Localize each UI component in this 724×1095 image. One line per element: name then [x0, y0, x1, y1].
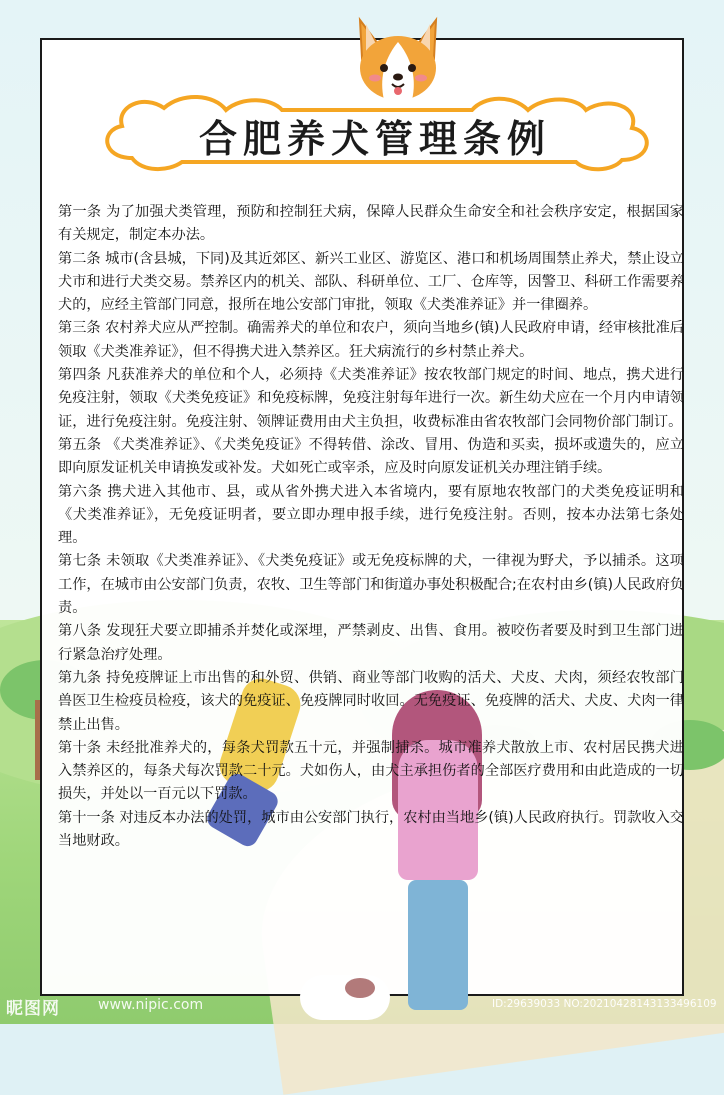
- article-paragraph: [58, 620, 684, 667]
- article-text: 未领取《犬类准养证》、《犬类免疫证》或无免疫标牌的犬，一律视为野犬，予以捕杀。这项工作，在城市由公安部门负责，农牧、卫生等部门和街道办事处积极配合;在农村由乡(镇)人民政府负责。: [58, 553, 684, 617]
- article-paragraph: [58, 364, 684, 434]
- article-number: 第五条: [58, 436, 102, 453]
- article-paragraph: [58, 201, 684, 248]
- article-paragraph: [58, 807, 684, 854]
- article-paragraph: [58, 667, 684, 737]
- article-number: 第二条: [58, 250, 101, 267]
- article-text: 发现狂犬要立即捕杀并焚化或深埋，严禁剥皮、出售、食用。被咬伤者要及时到卫生部门进行紧急治疗处理。: [58, 623, 684, 663]
- watermark-url: www.nipic.com: [98, 997, 204, 1013]
- article-number: 第十一条: [58, 809, 115, 826]
- article-text: 城市(含县城，下同)及其近郊区、新兴工业区、游览区、港口和机场周围禁止养犬，禁止设立犬市和进行犬类交易。禁养区内的机关、部队、科研单位、工厂、仓库等，因警卫、科研工作需要养犬的，应经主管部门同意，报所在地公安部门审批，领取《犬类准养证》并一律圈养。: [58, 250, 684, 314]
- article-paragraph: [58, 481, 684, 551]
- article-number: 第一条: [58, 204, 102, 220]
- article-text: 农村养犬应从严控制。确需养犬的单位和农户，须向当地乡(镇)人民政府申请，经审核批准后领取《犬类准养证》，但不得携犬进入禁养区。狂犬病流行的乡村禁止养犬。: [58, 320, 684, 360]
- article-number: 第七条: [58, 553, 102, 570]
- article-paragraph: [58, 248, 684, 318]
- article-paragraph: [58, 434, 684, 481]
- article-number: 第十条: [58, 739, 102, 756]
- watermark-id: ID:29639033 NO:20210428143133496109: [492, 998, 717, 1010]
- article-paragraph: [58, 317, 684, 364]
- article-paragraph: [58, 737, 684, 807]
- article-text: 持免疫牌证上市出售的和外贸、供销、商业等部门收购的活犬、犬皮、犬肉，须经农牧部门兽医卫生检疫员检疫，该犬的免疫证、免疫牌同时收回。无免疫证、免疫牌的活犬、犬皮、犬肉一律禁止出售。: [58, 669, 684, 733]
- article-number: 第四条: [58, 367, 102, 384]
- watermark-brand: 昵图网: [6, 999, 60, 1019]
- article-number: 第九条: [58, 669, 102, 686]
- article-number: 第三条: [58, 320, 101, 337]
- article-text: 为了加强犬类管理，预防和控制狂犬病，保障人民群众生命安全和社会秩序安定，根据国家有关规定，制定本办法。: [58, 204, 684, 244]
- article-text: 未经批准养犬的，每条犬罚款五十元，并强制捕杀。城市准养犬散放上市、农村居民携犬进入禁养区的，每条犬每次罚款二十元。犬如伤人，由犬主承担伤者的全部医疗费用和由此造成的一切损失，并处以一百元以下罚款。: [58, 739, 684, 803]
- article-text: 对违反本办法的处罚，城市由公安部门执行，农村由当地乡(镇)人民政府执行。罚款收入交当地财政。: [58, 809, 684, 850]
- article-text: 携犬进入其他市、县，或从省外携犬进入本省境内，要有原地农牧部门的犬类免疫证明和《犬类准养证》，无免疫证明者，要立即办理申报手续，进行免疫注射。否则，按本办法第七条处理。: [58, 483, 684, 547]
- page-title: 合肥养犬管理条例: [198, 116, 551, 161]
- article-number: 第六条: [58, 483, 103, 500]
- white-dog-illustration: [300, 975, 390, 1020]
- article-paragraph: [58, 550, 684, 620]
- article-text: 凡获准养犬的单位和个人，必须持《犬类准养证》按农牧部门规定的时间、地点，携犬进行免疫注射，领取《犬类免疫证》和免疫标牌，免疫注射每年进行一次。新生幼犬应在一个月内申请领证，进行免疫注射。免疫注射、领牌证费用由犬主负担，收费标准由省农牧部门会同物价部门制订。: [58, 367, 684, 430]
- article-list: [58, 201, 684, 853]
- article-number: 第八条: [58, 623, 102, 640]
- dog-spot: [345, 978, 375, 998]
- article-text: 《犬类准养证》、《犬类免疫证》不得转借、涂改、冒用、伪造和买卖，损坏或遗失的，应立即向原发证机关申请换发或补发。犬如死亡或宰杀，应及时向原发证机关办理注销手续。: [58, 436, 684, 477]
- girl-legs-illustration: [408, 880, 468, 1010]
